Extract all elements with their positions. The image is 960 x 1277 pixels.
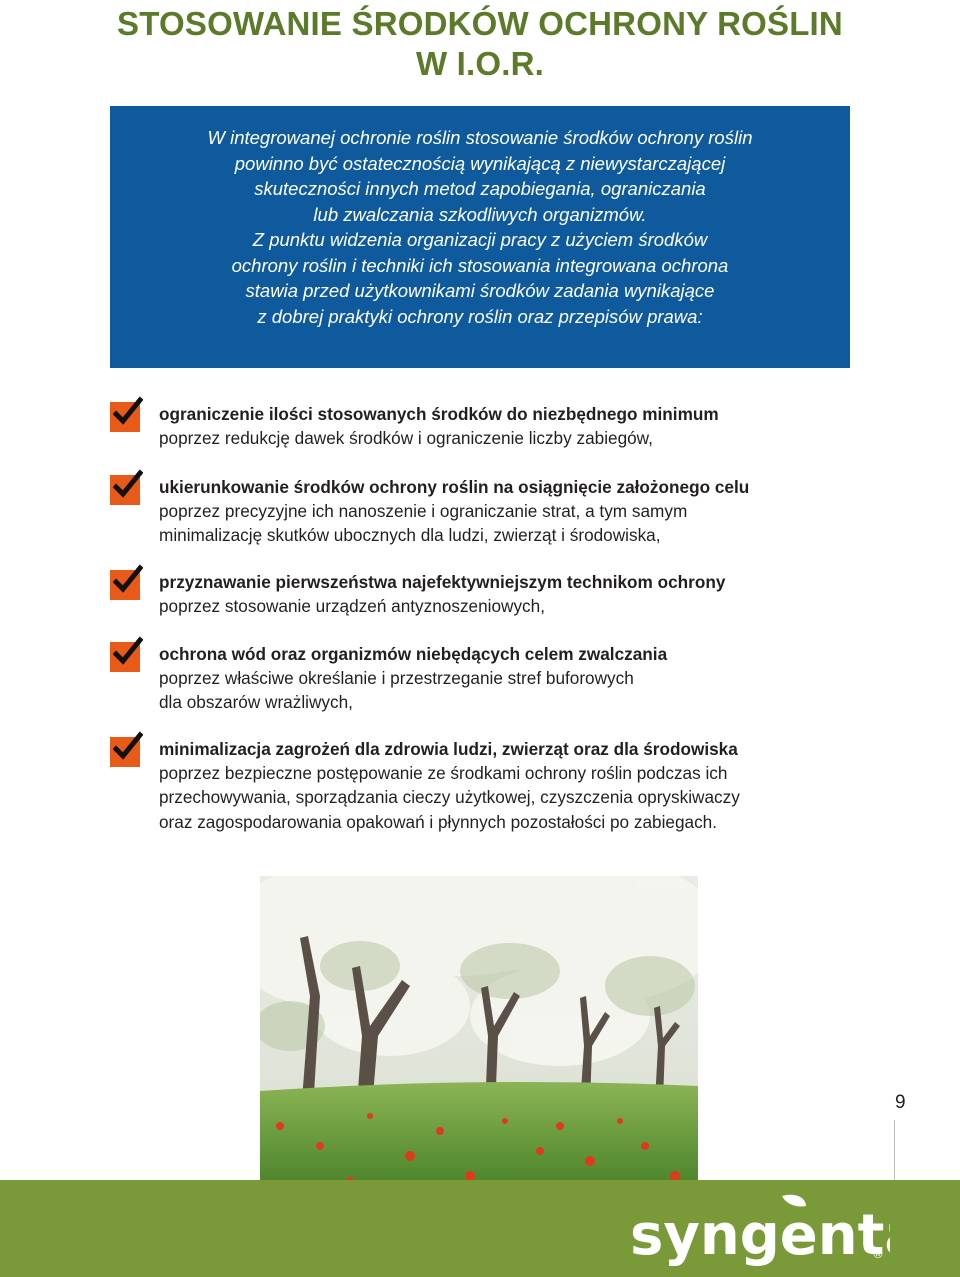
divider	[894, 1120, 895, 1180]
checkmark-icon	[110, 402, 140, 432]
list-item	[110, 475, 930, 548]
checkmark-icon	[110, 570, 140, 600]
list-item-title: minimalizacja zagrożeń dla zdrowia ludzi, zwierząt oraz dla środowiska	[159, 739, 738, 759]
list-item-text: przechowywania, sporządzania cieczy użytkowej, czyszczenia opryskiwaczy	[159, 787, 740, 808]
list-item-text: poprzez właściwe określanie i przestrzeganie stref buforowych	[159, 668, 634, 689]
list-item-text: oraz zagospodarowania opakowań i płynnych pozostałości po zabiegach.	[159, 811, 717, 832]
list-item-text: poprzez bezpieczne postępowanie ze środkami ochrony roślin podczas ich	[159, 763, 728, 784]
page-title	[0, 4, 960, 84]
list-item-title: ukierunkowanie środków ochrony roślin na osiągnięcie założonego celu	[159, 477, 750, 497]
page-title-line-1: STOSOWANIE ŚRODKÓW OCHRONY ROŚLIN	[117, 5, 843, 42]
checkmark-icon	[110, 642, 140, 672]
intro-line: W integrowanej ochronie roślin stosowanie środków ochrony roślin	[207, 127, 753, 148]
intro-line: ochrony roślin i techniki ich stosowania integrowana ochrona	[231, 254, 729, 276]
page-number: 9	[895, 1092, 906, 1113]
list-item-title: ograniczenie ilości stosowanych środków do niezbędnego minimum	[159, 404, 719, 424]
registered-mark: ®	[872, 1247, 884, 1261]
logo-wordmark: syngent	[630, 1203, 885, 1268]
list-item-text: dla obszarów wrażliwych,	[159, 692, 353, 713]
intro-line: lub zwalczania szkodliwych organizmów.	[313, 203, 647, 225]
list-item	[110, 642, 930, 715]
intro-box	[110, 106, 850, 368]
list-item-text: poprzez stosowanie urządzeń antyznoszeniowych,	[159, 596, 545, 617]
list-item	[110, 570, 930, 618]
list-item-text: minimalizację skutków ubocznych dla ludzi, zwierząt i środowiska,	[159, 525, 661, 546]
checkmark-icon	[110, 475, 140, 505]
orchard-photo	[260, 876, 698, 1208]
syngenta-logo	[630, 1192, 890, 1277]
intro-line: skuteczności innych metod zapobiegania, ograniczania	[254, 178, 706, 199]
intro-line: powinno być ostatecznością wynikającą z niewystarczającej	[234, 152, 726, 174]
page-title-line-2: W I.O.R.	[415, 45, 545, 82]
list-item	[110, 737, 930, 834]
list-item-text: poprzez precyzyjne ich nanoszenie i ograniczanie strat, a tym samym	[159, 501, 688, 522]
list-item	[110, 402, 930, 450]
checkmark-icon	[110, 737, 140, 767]
list-item-title: ochrona wód oraz organizmów niebędących celem zwalczania	[159, 644, 668, 664]
intro-line: stawia przed użytkownikami środków zadania wynikające	[245, 280, 715, 301]
intro-line: Z punktu widzenia organizacji pracy z użyciem środków	[252, 229, 708, 250]
intro-line: z dobrej praktyki ochrony roślin oraz przepisów prawa:	[257, 305, 703, 327]
list-item-text: poprzez redukcję dawek środków i ograniczenie liczby zabiegów,	[159, 428, 653, 449]
list-item-title: przyznawanie pierwszeństwa najefektywniejszym technikom ochrony	[159, 572, 726, 592]
